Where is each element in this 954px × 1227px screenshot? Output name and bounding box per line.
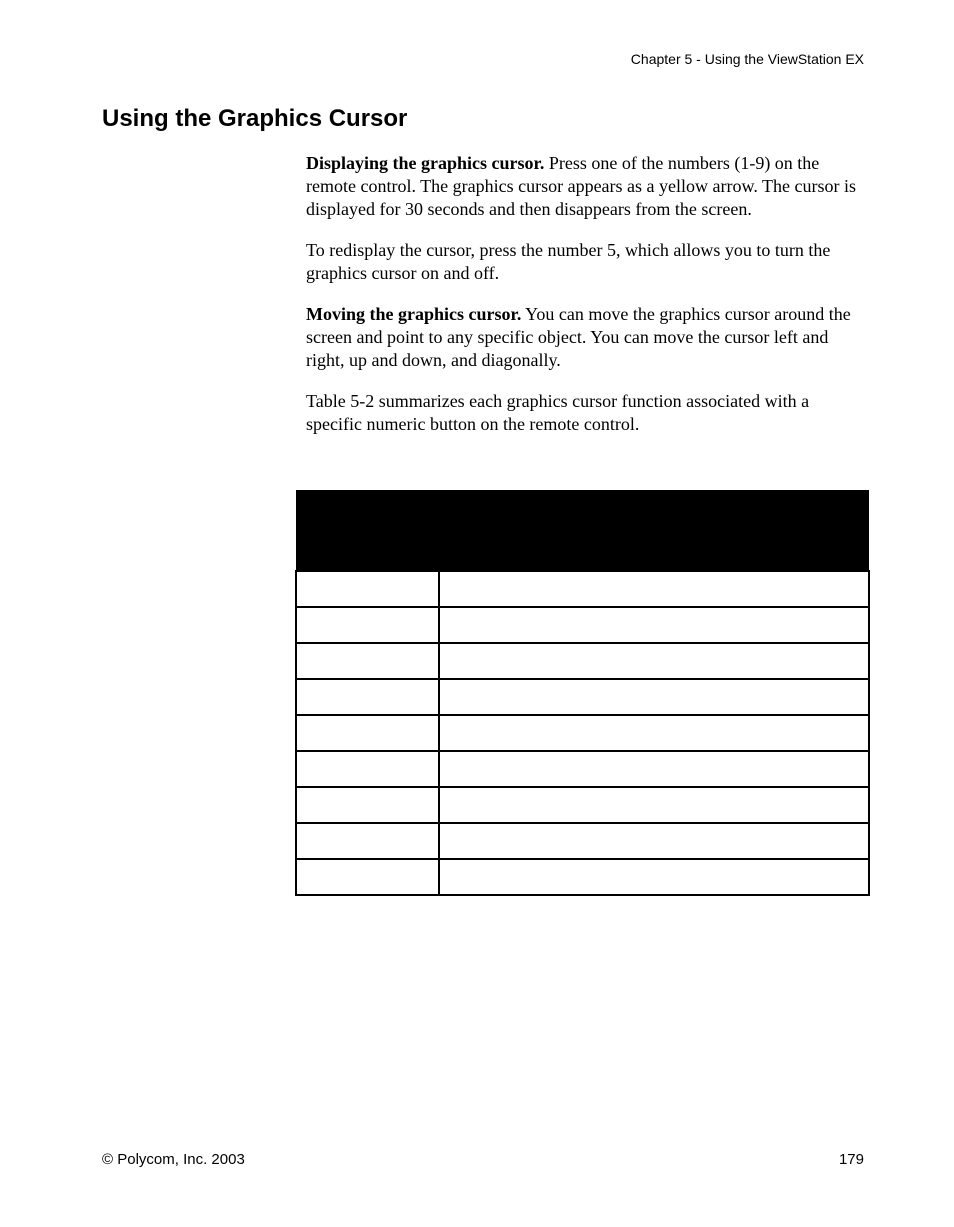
paragraph-displaying-cursor bbox=[306, 152, 868, 221]
paragraph-lead: Displaying the graphics cursor. bbox=[306, 153, 545, 173]
table-cell-function bbox=[439, 787, 869, 823]
table-row bbox=[296, 679, 869, 715]
table-row bbox=[296, 751, 869, 787]
table-cell-function bbox=[439, 751, 869, 787]
paragraph-text: Table 5-2 summarizes each graphics cursor function associated with a specific numeric button on the remote control. bbox=[306, 391, 810, 434]
table-row bbox=[296, 571, 869, 607]
footer-copyright: © Polycom, Inc. 2003 bbox=[102, 1151, 245, 1168]
table-cell-function bbox=[439, 823, 869, 859]
paragraph-redisplay-cursor bbox=[306, 239, 868, 285]
table-cell-button bbox=[296, 643, 439, 679]
table-row bbox=[296, 823, 869, 859]
table-header-row bbox=[296, 490, 869, 571]
table-cell-button bbox=[296, 607, 439, 643]
table-row bbox=[296, 859, 869, 895]
table-cell-button bbox=[296, 571, 439, 607]
page-number: 179 bbox=[838, 1151, 864, 1168]
table-row bbox=[296, 643, 869, 679]
section-title: Using the Graphics Cursor bbox=[102, 105, 408, 132]
paragraph-moving-cursor bbox=[306, 303, 868, 372]
table-cell-button bbox=[296, 715, 439, 751]
table-cell-function bbox=[439, 859, 869, 895]
paragraph-lead: Moving the graphics cursor. bbox=[306, 304, 522, 324]
table-row bbox=[296, 787, 869, 823]
table-cell-function bbox=[439, 679, 869, 715]
paragraph-text: To redisplay the cursor, press the number 5, which allows you to turn the graphics cursor on and off. bbox=[306, 240, 831, 283]
table-cell-function bbox=[439, 571, 869, 607]
body-text bbox=[306, 152, 868, 454]
paragraph-table-intro bbox=[306, 390, 868, 436]
paragraph-text: Press one of the numbers (1-9) on the remote control. The graphics cursor appears as a yellow arrow. The cursor is displayed for 30 seconds and then disappears from the screen. bbox=[306, 153, 856, 219]
table-header-cell bbox=[296, 490, 439, 571]
table-row bbox=[296, 607, 869, 643]
paragraph-text: You can move the graphics cursor around the screen and point to any specific object. You can move the cursor left and right, up and down, and diagonally. bbox=[306, 304, 851, 370]
table-cell-button bbox=[296, 823, 439, 859]
table-row bbox=[296, 715, 869, 751]
table-cell-function bbox=[439, 715, 869, 751]
table-header-cell bbox=[439, 490, 869, 571]
table-cell-button bbox=[296, 859, 439, 895]
table-cell-function bbox=[439, 643, 869, 679]
table-cell-button bbox=[296, 751, 439, 787]
table-cell-function bbox=[439, 607, 869, 643]
table-cell-button bbox=[296, 679, 439, 715]
cursor-function-table bbox=[295, 490, 870, 896]
chapter-header: Chapter 5 - Using the ViewStation EX bbox=[630, 51, 864, 67]
table-cell-button bbox=[296, 787, 439, 823]
